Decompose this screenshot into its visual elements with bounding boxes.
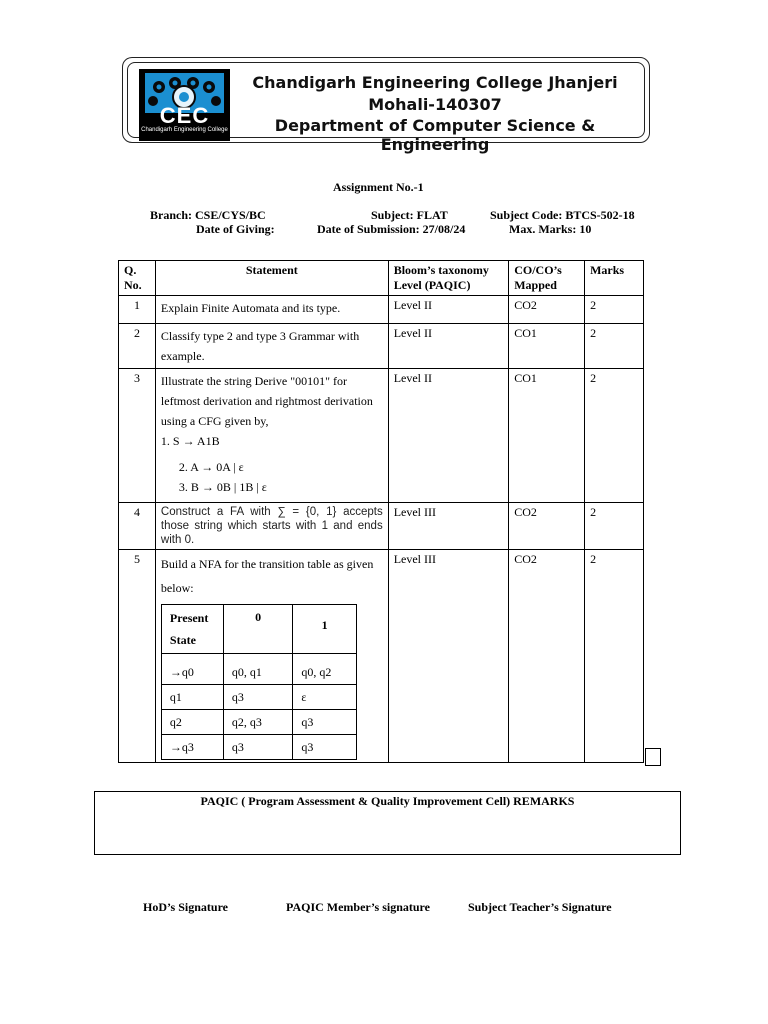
branch-label: Branch: CSE/CYS/BC (150, 208, 266, 222)
nfa-transition: ε (293, 685, 357, 710)
marks: 2 (585, 324, 644, 369)
date-of-submission-label: Date of Submission: 27/08/24 (317, 222, 466, 236)
question-statement: Explain Finite Automata and its type. (155, 296, 388, 324)
grammar-rule: 2. A → 0A | ε (178, 460, 244, 474)
blooms-level: Level II (388, 296, 509, 324)
header-qno: Q. No. (119, 261, 156, 296)
nfa-state: →q0 (161, 654, 223, 685)
blooms-level: Level II (388, 369, 509, 503)
nfa-transition: q2, q3 (223, 710, 293, 735)
table-row (119, 296, 644, 324)
nfa-state: q1 (161, 685, 223, 710)
co-mapped: CO2 (509, 296, 585, 324)
co-mapped: CO1 (509, 369, 585, 503)
header-statement: Statement (155, 261, 388, 296)
question-number: 3 (119, 369, 156, 503)
nfa-header-row (161, 605, 356, 654)
question-number: 5 (119, 550, 156, 763)
logo-subtext: Chandigarh Engineering College (141, 127, 228, 133)
table-row (119, 369, 644, 503)
nfa-transition: q3 (223, 685, 293, 710)
table-header-row (119, 261, 644, 296)
nfa-header-state: Present State (161, 605, 223, 654)
table-row (119, 324, 644, 369)
grammar-rule: 3. B → 0B | 1B | ε (178, 480, 267, 494)
table-row (119, 550, 644, 763)
question-statement-cell (155, 369, 388, 503)
college-location: Mohali-140307 (368, 95, 502, 114)
college-name: Chandigarh Engineering College Jhanjeri (252, 73, 618, 92)
question-statement: Build a NFA for the transition table as given below: (160, 557, 374, 595)
header-blooms-level: Bloom’s taxonomy Level (PAQIC) (388, 261, 509, 296)
header-co-mapped: CO/CO’s Mapped (509, 261, 585, 296)
nfa-row (161, 735, 356, 760)
question-number: 2 (119, 324, 156, 369)
marks: 2 (585, 369, 644, 503)
header-marks: Marks (585, 261, 644, 296)
nfa-transition: q0, q2 (293, 654, 357, 685)
blooms-level: Level III (388, 550, 509, 763)
nfa-transition: q3 (223, 735, 293, 760)
logo-text: CEC (159, 103, 210, 128)
remarks-box (94, 791, 681, 855)
question-number: 4 (119, 503, 156, 550)
nfa-transition: q3 (293, 735, 357, 760)
college-logo (139, 69, 230, 141)
nfa-transition: q3 (293, 710, 357, 735)
max-marks-label: Max. Marks: 10 (509, 222, 592, 236)
question-statement-cell (155, 550, 388, 763)
co-mapped: CO2 (509, 550, 585, 763)
empty-checkbox-box (645, 748, 661, 766)
question-statement: Classify type 2 and type 3 Grammar with example. (155, 324, 388, 369)
question-number: 1 (119, 296, 156, 324)
marks: 2 (585, 503, 644, 550)
assignment-title: Assignment No.-1 (333, 180, 424, 194)
hod-signature-label: HoD’s Signature (143, 900, 229, 914)
questions-table (118, 260, 644, 763)
header-inner-border (127, 62, 645, 154)
marks: 2 (585, 550, 644, 763)
subject-label: Subject: FLAT (371, 208, 448, 222)
blooms-level: Level II (388, 324, 509, 369)
nfa-transition-table (161, 604, 357, 760)
blooms-level: Level III (388, 503, 509, 550)
subject-code-label: Subject Code: BTCS-502-18 (490, 208, 635, 222)
department-name: Department of Computer Science & Engineering (274, 116, 596, 154)
nfa-header-input-0: 0 (223, 605, 293, 654)
marks: 2 (585, 296, 644, 324)
table-row (119, 503, 644, 550)
question-statement: Illustrate the string Derive "00101" for leftmost derivation and rightmost derivation using a CFG given by, (160, 374, 373, 428)
nfa-state: q2 (161, 710, 223, 735)
co-mapped: CO1 (509, 324, 585, 369)
nfa-transition: q0, q1 (223, 654, 293, 685)
nfa-row (161, 654, 356, 685)
question-statement: Construct a FA with ∑ = {0, 1} accepts those string which starts with 1 and ends with 0. (155, 503, 388, 550)
nfa-row (161, 710, 356, 735)
college-header (122, 57, 650, 154)
teacher-signature-label: Subject Teacher’s Signature (468, 900, 612, 914)
date-of-giving-label: Date of Giving: (196, 222, 275, 236)
co-mapped: CO2 (509, 503, 585, 550)
paqic-signature-label: PAQIC Member’s signature (286, 900, 430, 914)
nfa-state: →q3 (161, 735, 223, 760)
grammar-rule: 1. S → A1B (160, 434, 220, 448)
nfa-header-input-1: 1 (293, 605, 357, 654)
remarks-title: PAQIC ( Program Assessment & Quality Improvement Cell) REMARKS (200, 794, 575, 808)
nfa-row (161, 685, 356, 710)
